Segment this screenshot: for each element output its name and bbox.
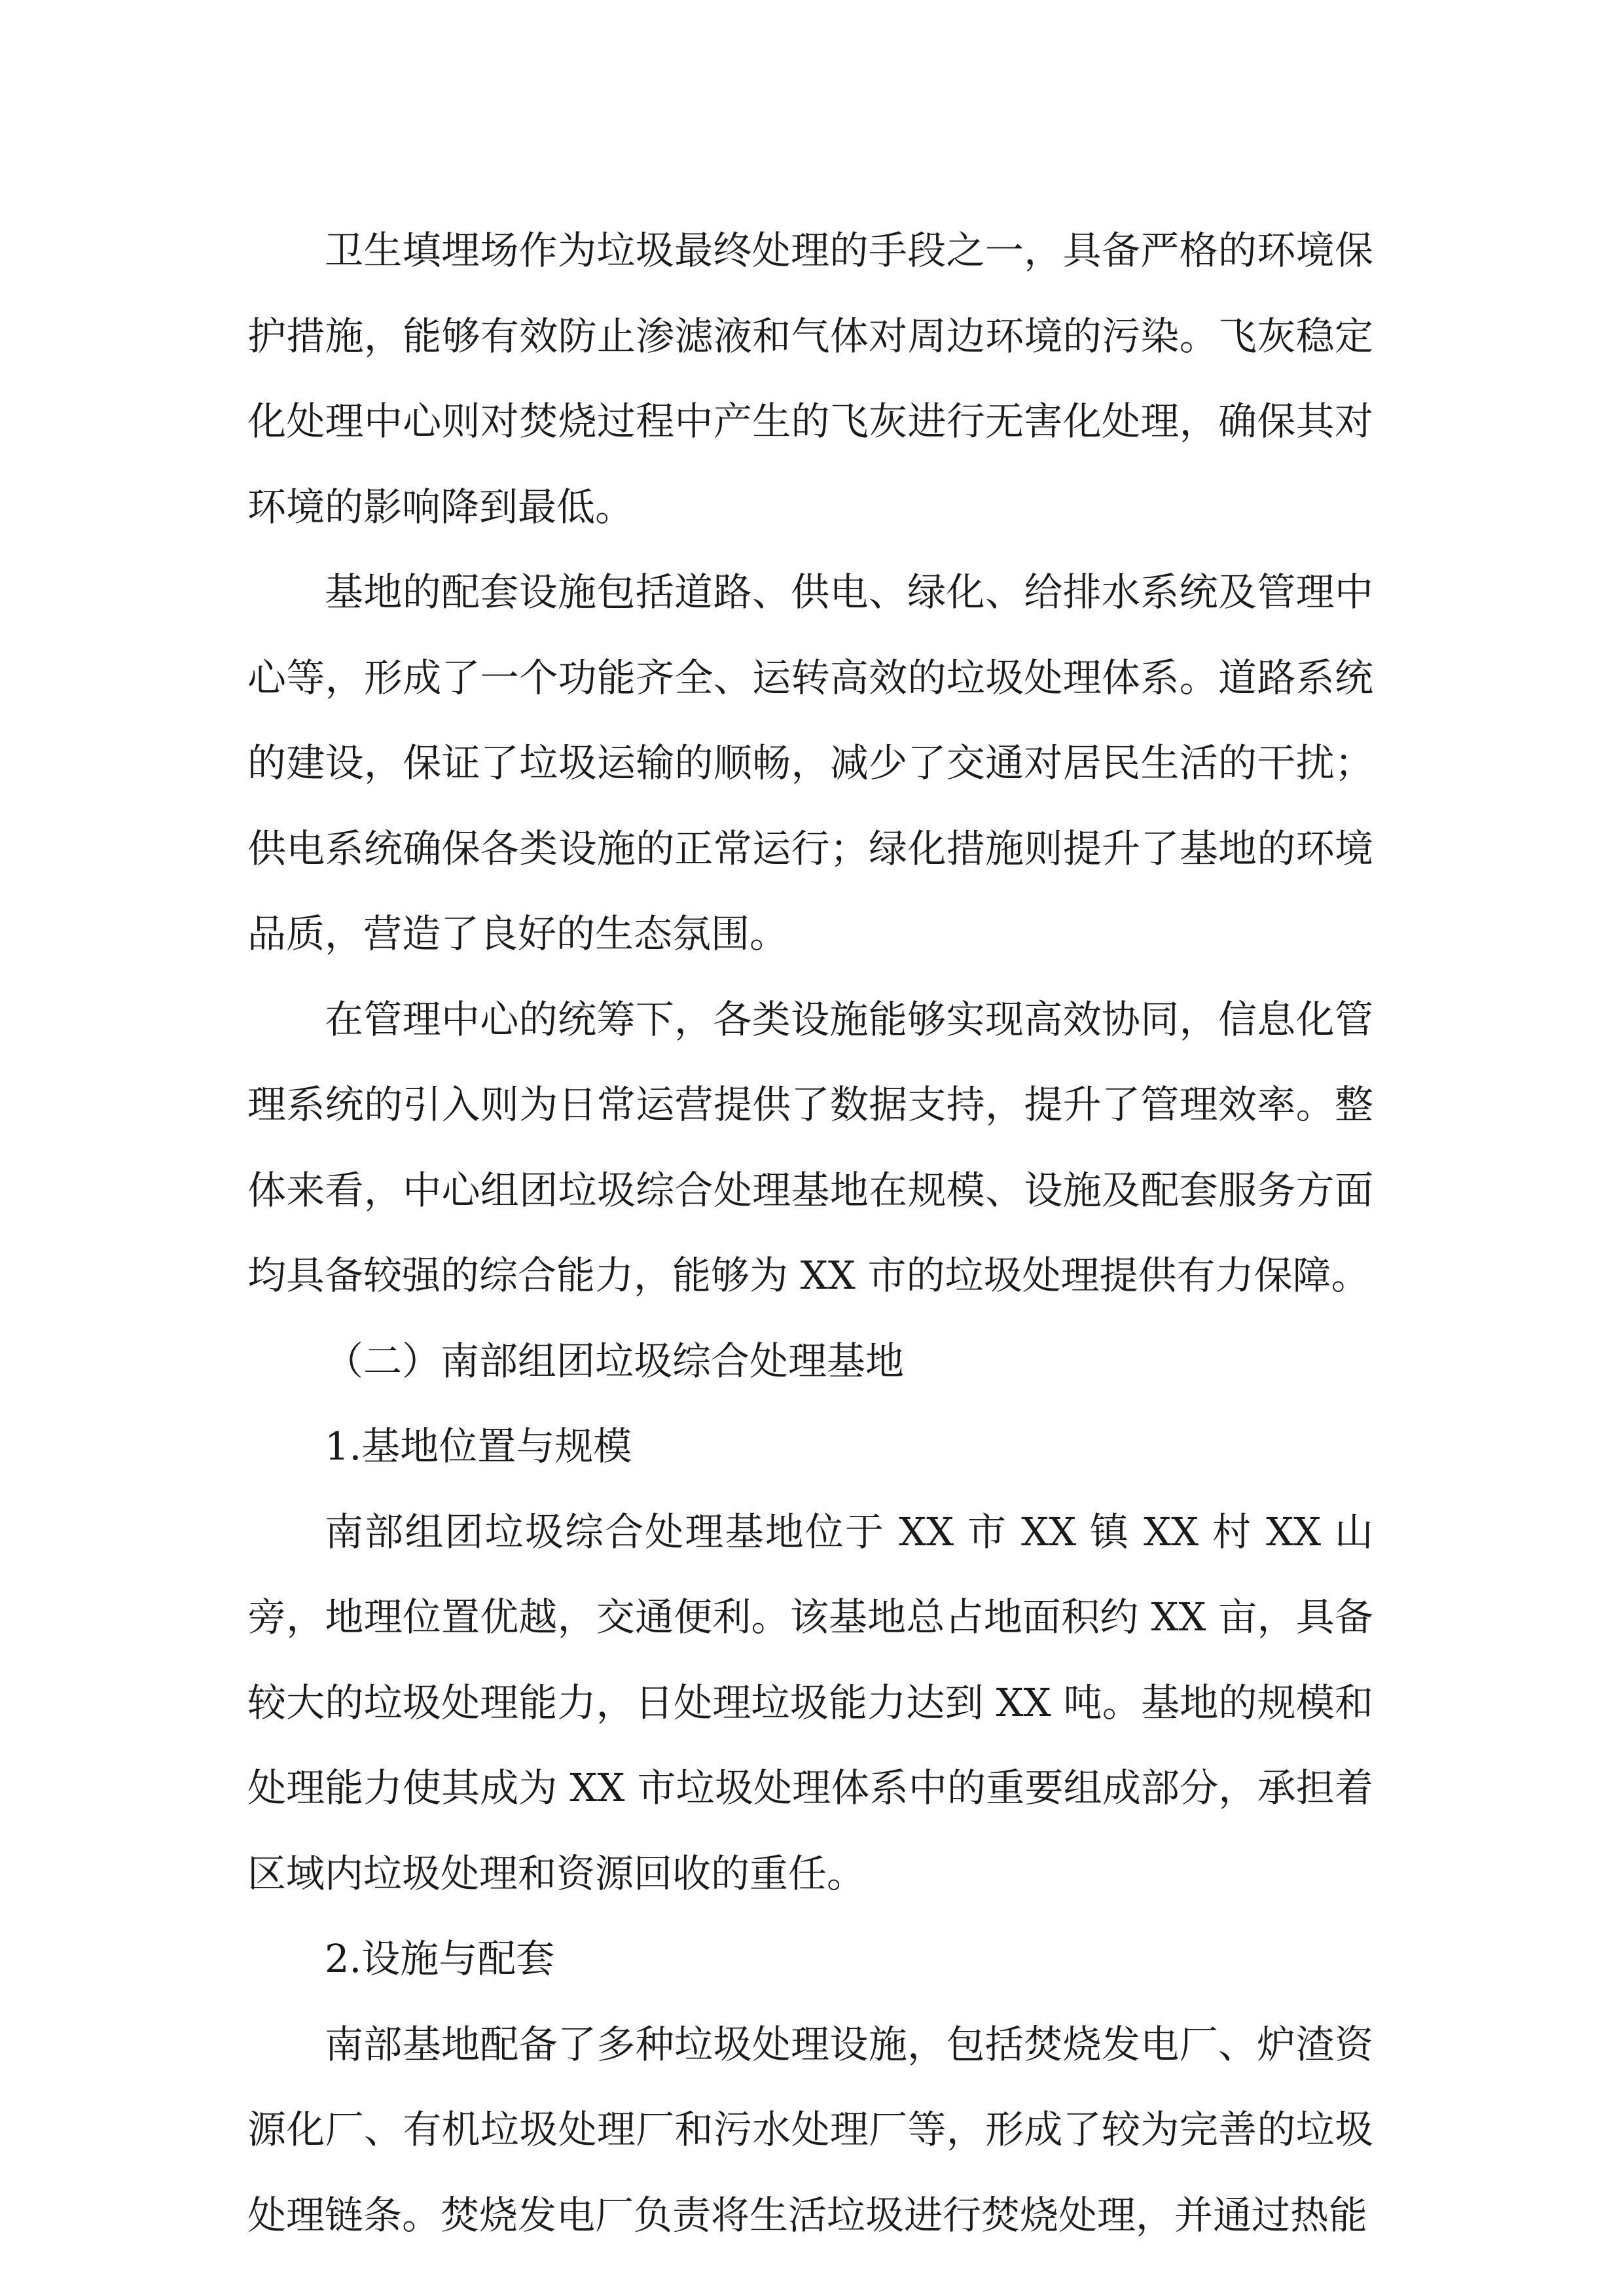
paragraph-location-scale: 南部组团垃圾综合处理基地位于 XX 市 XX 镇 XX 村 XX 山旁，地理位置优越，交通便利。该基地总占地面积约 XX 亩，具备较大的垃圾处理能力，日处理垃圾能力达到 XX 吨。基地的规模和处理能力使其成为 XX 市垃圾处理体系中的重要组成部分，承担着区域内垃圾处理和资源回收的重任。 (247, 1509, 1373, 1896)
subheading-facilities: 2.设施与配套 (325, 1936, 555, 1981)
paragraph-management-center: 在管理中心的统筹下，各类设施能够实现高效协同，信息化管理系统的引入则为日常运营提供了数据支持，提升了管理效率。整体来看，中心组团垃圾综合处理基地在规模、设施及配套服务方面均具备较强的综合能力，能够为 XX 市的垃圾处理提供有力保障。 (247, 996, 1373, 1298)
paragraph-facilities: 南部基地配备了多种垃圾处理设施，包括焚烧发电厂、炉渣资源化厂、有机垃圾处理厂和污水处理厂等，形成了较为完善的垃圾处理链条。焚烧发电厂负责将生活垃圾进行焚烧处理，并通过热能 (247, 2021, 1373, 2238)
paragraph-landfill: 卫生填埋场作为垃圾最终处理的手段之一，具备严格的环境保护措施，能够有效防止渗滤液和气体对周边环境的污染。飞灰稳定化处理中心则对焚烧过程中产生的飞灰进行无害化处理，确保其对环境的影响降到最低。 (247, 228, 1373, 529)
document-page (247, 208, 1373, 2258)
subheading-location-scale: 1.基地位置与规模 (325, 1424, 632, 1469)
section-heading-south-base: （二）南部组团垃圾综合处理基地 (325, 1338, 905, 1384)
paragraph-supporting-facilities: 基地的配套设施包括道路、供电、绿化、给排水系统及管理中心等，形成了一个功能齐全、运转高效的垃圾处理体系。道路系统的建设，保证了垃圾运输的顺畅，减少了交通对居民生活的干扰；供电系统确保各类设施的正常运行；绿化措施则提升了基地的环境品质，营造了良好的生态氛围。 (247, 569, 1373, 956)
